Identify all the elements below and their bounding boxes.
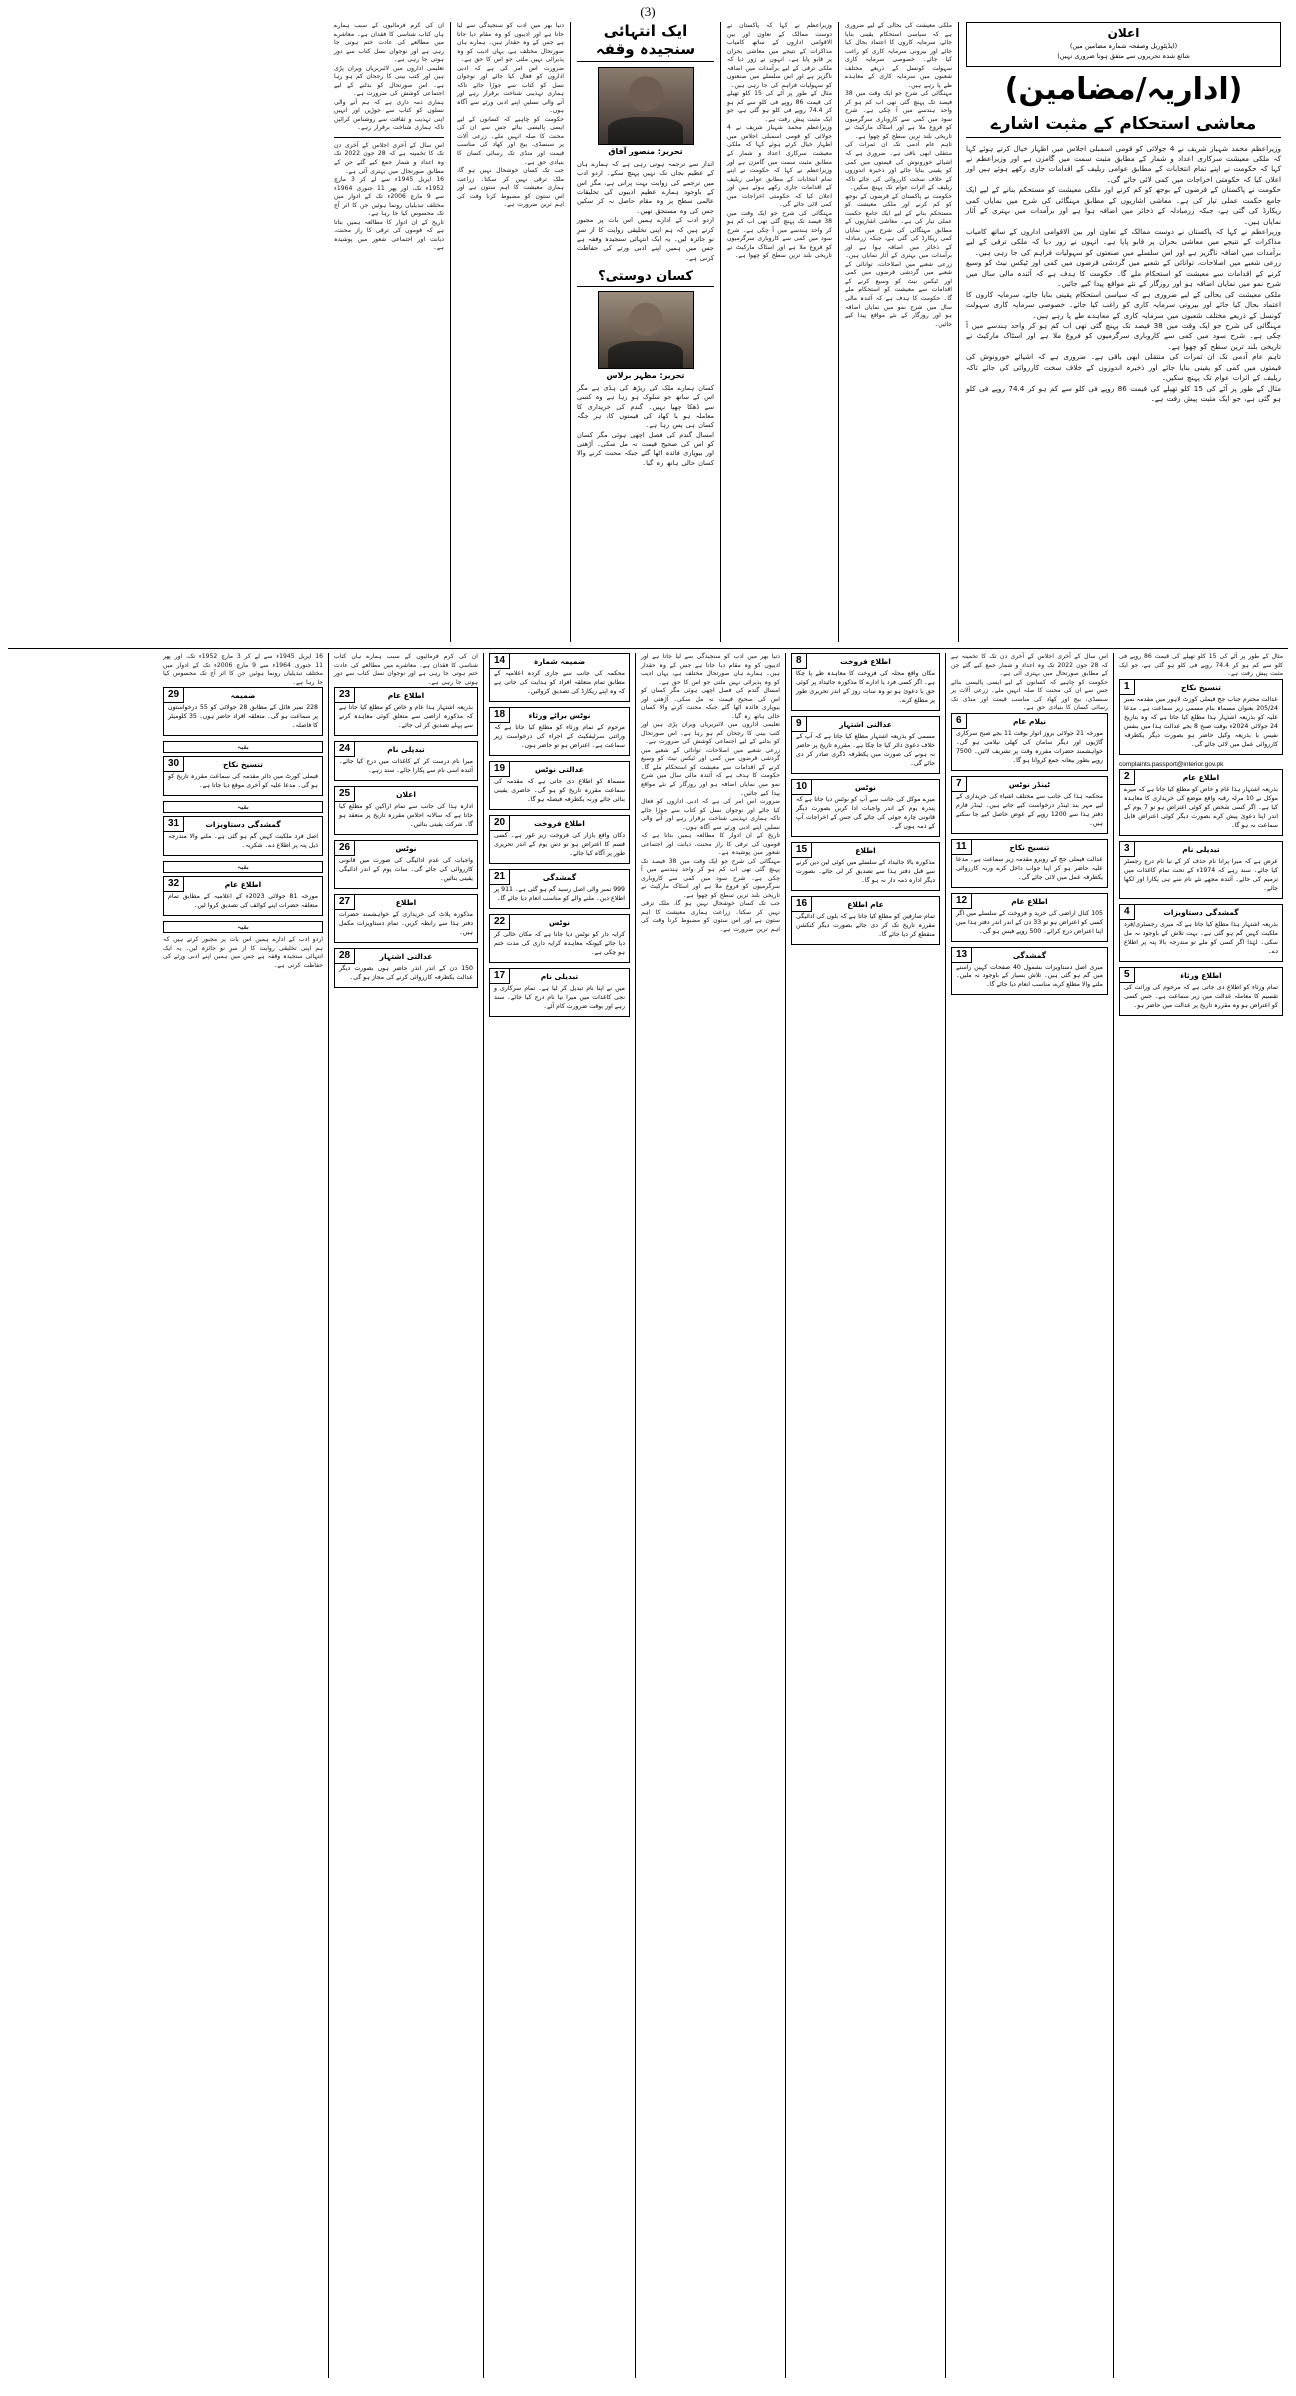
ad-title: گمشدگی دستاویزات — [1163, 907, 1239, 917]
ad-body: میری اصل دستاویزات بشمول 40 صفحات کہیں راستے میں گم ہو گئی ہیں۔ تلاش بسیار کے باوجود نہ ملیں۔ ملنے والا مطلع کرے، مناسب انعام دیا جائے گا۔ — [956, 963, 1103, 989]
ad-body: 228 نمبر فائل کے مطابق 28 جولائی کو 55 درخواستوں پر سماعت ہو گی۔ متعلقہ افراد حاضر ہوں۔ 35 کلومیٹر کا فاصلہ۔ — [168, 704, 318, 730]
continued-label: بقیہ — [163, 921, 323, 933]
ad-body: 999 نمبر والی اصل رسید گم ہو گئی ہے۔ 911 پر اطلاع دیں۔ ملنے والے کو مناسب انعام دیا جائے گا۔ — [494, 885, 625, 902]
ad-number: 13 — [951, 947, 972, 963]
classified-ad[interactable] — [951, 776, 1108, 834]
ad-title: اطلاع ورثاء — [1180, 970, 1222, 980]
ad-title: اعلان — [396, 790, 416, 800]
ad-title: ضمیمہ — [230, 691, 256, 701]
classified-ad[interactable] — [489, 761, 630, 810]
column-6-text-1: ان کی کرم فرمائیوں کے سبب ہمارے ہاں کتاب شناسی کا فقدان ہے۔ معاشرے میں مطالعے کی عادت ختم ہوتی جا رہی ہے اور نوجوان نسل کتاب سے دور ہوتی جا رہی ہے۔ — [334, 653, 478, 686]
continued-label: بقیہ — [163, 861, 323, 873]
editorial-para-2: حکومت نے پاکستان کے قرضوں کے بوجھ کو کم کرنے اور ملکی معیشت کو مستحکم بنانے کے لیے ایک جامع حکمت عملی تیار کی ہے۔ معاشی اشاریوں کے مطابق مہنگائی کی شرح میں نمایاں کمی ریکارڈ کی گئی ہے، جبکہ زرمبادلہ کے ذخائر میں اضافہ ہوا ہے اور برآمدات میں بہتری کے آثار نمایاں ہیں۔ — [966, 185, 1281, 226]
ad-title: گمشدگی — [542, 872, 577, 882]
classified-column-6 — [328, 653, 483, 2378]
ad-title: تنسیخ نکاح — [223, 760, 263, 770]
ad-number: 4 — [1119, 904, 1135, 920]
ad-number: 6 — [951, 713, 967, 729]
article-2-byline: تحریر: مظہر برلاس — [606, 370, 685, 380]
classified-ad[interactable] — [334, 894, 478, 943]
classified-column-4 — [635, 653, 785, 2378]
ad-number: 21 — [489, 869, 510, 885]
classified-ad[interactable] — [1119, 904, 1283, 962]
column-4-text-1: دنیا بھر میں ادب کو سنجیدگی سے لیا جاتا ہے اور ادیبوں کو وہ مقام دیا جاتا ہے جس کے وہ حقدار ہیں۔ ہمارے ہاں صورتحال مختلف ہے، یہاں ادیب کو وہ پذیرائی نہیں ملتی جو اس کا حق ہے۔ — [641, 653, 780, 686]
article-2-para-3: حکومت کو چاہیے کہ کسانوں کے لیے ایسی پالیسی بنائے جس سے ان کی محنت کا صلہ انہیں ملے۔ زرعی آلات پر سبسڈی، بیج اور کھاد کی مناسب قیمت اور منڈی تک رسائی کسان کا بنیادی حق ہے۔ — [457, 115, 564, 166]
editorial-para-3: وزیراعظم نے کہا کہ پاکستان نے دوست ممالک کے تعاون اور بین الاقوامی اداروں کے ساتھ کامیاب مذاکرات کے نتیجے میں معاشی بحران پر قابو پایا ہے۔ انہوں نے زور دیا کہ ملکی ترقی کے لیے برآمدات میں اضافہ ناگزیر ہے اور اس سلسلے میں صنعتوں کو سہولیات فراہم کی جا رہی ہیں۔ — [966, 227, 1281, 257]
ad-number: 17 — [489, 968, 510, 984]
ad-body: عدالت فیملی جج کے روبرو مقدمہ زیر سماعت ہے۔ مدعا علیہ حاضر ہو کر اپنا جواب داخل کرے ورنہ کارروائی یکطرفہ عمل میں لائی جائے گی۔ — [956, 855, 1103, 881]
column-4-text-5: ضرورت اس امر کی ہے کہ ادبی اداروں کو فعال کیا جائے اور نوجوان نسل کو کتاب سے جوڑا جائے تاکہ ہماری تہذیبی شناخت برقرار رہے اور آنے والی نسلیں اپنے ادبی ورثے سے آگاہ ہوں۔ — [641, 798, 780, 831]
ad-body: مکان واقع محلہ کی فروخت کا معاہدہ طے پا چکا ہے۔ اگر کسی فرد یا ادارے کا مذکورہ جائیداد پر کوئی حق یا دعویٰ ہو تو وہ سات روز کے اندر تحریری طور پر مطلع کرے۔ — [796, 670, 935, 704]
ad-title: اطلاع عام — [1182, 772, 1220, 782]
ad-body: 150 دن کے اندر اندر حاضر ہوں بصورت دیگر عدالت یکطرفہ کارروائی کرنے کی مجاز ہو گی۔ — [339, 964, 473, 981]
article-2-para-2: امسال گندم کی فصل اچھی ہوئی مگر کسان کو اس کی صحیح قیمت نہ مل سکی۔ آڑھتی اور بیوپاری فائدہ اٹھا گئے جبکہ محنت کرنے والا کسان خالی ہاتھ رہ گیا۔ — [577, 430, 714, 467]
classified-ad[interactable] — [163, 876, 323, 916]
classified-ad[interactable] — [489, 914, 630, 963]
ad-number: 10 — [791, 779, 812, 795]
ad-title: اطلاع فروخت — [534, 818, 585, 828]
ad-number: 25 — [334, 786, 355, 802]
ad-number: 28 — [334, 948, 355, 964]
announcement-title: اعلان — [1107, 26, 1140, 40]
ad-body: اصل فرد ملکیت کہیں گم ہو گئی ہے۔ ملنے والا مندرجہ ذیل پتہ پر اطلاع دے۔ شکریہ۔ — [168, 833, 318, 850]
column-4-text-8: جب تک کسان خوشحال نہیں ہو گا، ملک ترقی نہیں کر سکتا۔ زراعت ہماری معیشت کا اہم ستون ہے اور اس ستون کو مضبوط کرنا وقت کی اہم ترین ضرورت ہے۔ — [641, 900, 780, 933]
article-1-title: ایک انتہائی سنجیدہ وقفہ — [577, 22, 714, 62]
announcement-line-2: شائع شدہ تحریروں سے متفق ہونا ضروری نہیں) — [1057, 51, 1190, 60]
side-col-1-para-2: تعلیمی اداروں میں لائبریریاں ویران پڑی ہیں اور کتب بینی کا رجحان کم ہو رہا ہے۔ اس صورتحال کو بدلنے کے لیے اجتماعی کوشش کی ضرورت ہے۔ — [334, 64, 444, 98]
ad-title: تبدیلی نام — [387, 745, 425, 755]
ad-number: 2 — [1119, 769, 1135, 785]
classified-ad[interactable] — [489, 815, 630, 864]
article-2-title: کسان دوستی؟ — [577, 269, 714, 287]
ad-number: 12 — [951, 893, 972, 909]
editorial-para-8: مثال کے طور پر آٹے کی 15 کلو تھیلے کی قیمت 86 روپے فی کلو سے کم ہو کر 74.4 روپے فی کلو ہو گئی ہے، جو ایک مثبت پیش رفت ہے۔ — [966, 383, 1282, 403]
classified-ad[interactable] — [951, 839, 1108, 888]
ad-body: واجبات کی عدم ادائیگی کی صورت میں قانونی کارروائی کی جائے گی۔ سات یوم کے اندر ادائیگی یقینی بنائیں۔ — [339, 857, 473, 882]
ad-title: نیلام عام — [1012, 716, 1047, 726]
classifieds-section — [8, 648, 1288, 2378]
announcement-line-1: (ایڈیٹوریل وصفحہ شمارہ مضامین میں) — [1069, 42, 1178, 50]
ad-body: تمام صارفین کو مطلع کیا جاتا ہے کہ بلوں کی ادائیگی مقررہ تاریخ تک کر دی جائے بصورت دیگر کنکشن منقطع کر دیا جائے گا۔ — [796, 912, 935, 938]
article-column-e — [328, 22, 450, 642]
article-column-a — [838, 22, 958, 642]
side-col-2-para-3: تاریخ کے ان ادوار کا مطالعہ ہمیں بتاتا ہے کہ قوموں کی ترقی کا راز محنت، دیانت اور اجتماعی شعور میں پوشیدہ ہے۔ — [334, 218, 444, 252]
announcement-box — [966, 22, 1281, 67]
column-4-text-3: تعلیمی اداروں میں لائبریریاں ویران پڑی ہیں اور کتب بینی کا رجحان کم ہو رہا ہے۔ اس صورتحال کو بدلنے کے لیے اجتماعی کوشش کی ضرورت ہے۔ — [641, 721, 780, 746]
ad-title: اطلاع — [395, 897, 417, 907]
column-4-text-4: زرعی شعبے میں اصلاحات، توانائی کے شعبے میں گردشی قرضوں میں کمی اور ٹیکس نیٹ کو وسیع کرنے کے اقدامات سے معیشت کو استحکام ملے گا۔ حکومت کا ہدف ہے کہ آئندہ مالی سال میں شرح نمو میں نمایاں اضافہ ہو اور روزگار کے نئے مواقع پیدا کیے جائیں۔ — [641, 746, 780, 797]
ad-number: 32 — [163, 876, 184, 892]
ad-number: 22 — [489, 914, 510, 930]
classified-column-7 — [158, 653, 328, 2378]
editorial-spill-4: حکومت نے پاکستان کے قرضوں کے بوجھ کو کم کرنے اور ملکی معیشت کو مستحکم بنانے کے لیے ایک جامع حکمت عملی تیار کی ہے۔ معاشی اشاریوں کے مطابق مہنگائی کی شرح میں نمایاں کمی ریکارڈ کی گئی ہے، جبکہ زرمبادلہ کے ذخائر میں اضافہ ہوا ہے اور برآمدات میں بہتری کے آثار نمایاں ہیں۔ — [845, 192, 952, 260]
ad-body: مذکورہ بالا جائیداد کے سلسلے میں کوئی لین دین کرنے سے قبل دفتر ہذا سے تصدیق کر لی جائے۔ بصورت دیگر ادارہ ذمہ دار نہ ہو گا۔ — [796, 858, 935, 884]
classified-column-5 — [483, 653, 635, 2378]
ad-title: نوٹس — [395, 844, 417, 853]
ad-body: مورخہ 21 جولائی بروز اتوار بوقت 11 بجے صبح سرکاری گاڑیوں اور دیگر سامان کی کھلی نیلامی ہو گی۔ خواہشمند حضرات مقررہ وقت پر تشریف لائیں۔ 7500 روپے بطور بیعانہ جمع کروانا ہو گا۔ — [956, 729, 1103, 764]
top-section — [8, 22, 1288, 642]
article-2-para-4: جب تک کسان خوشحال نہیں ہو گا، ملک ترقی نہیں کر سکتا۔ زراعت ہماری معیشت کا اہم ستون ہے اور اس ستون کو مضبوط کرنا وقت کی اہم ترین ضرورت ہے۔ — [457, 167, 564, 209]
ad-title: عدالتی نوٹس — [534, 764, 585, 774]
editorial-spill-8: وزیراعظم محمد شہباز شریف نے 4 جولائی کو قومی اسمبلی اجلاس میں اظہار خیال کرتے ہوئے کہا کہ ملکی معیشت سرکاری اعداد و شمار کے مطابق مثبت سمت میں گامزن ہے اور وزیراعظم نے کہا کہ حکومت نے اپنے تمام انتخابات کے مطابق عوامی ریلیف کے اقدامات جاری رکھے ہوئے ہیں اور اعلان کیا کہ حکومتی اخراجات میں کمی لائی جائے گی۔ — [727, 124, 832, 209]
classified-ad[interactable] — [791, 716, 940, 774]
editorial-para-6: مہنگائی کی شرح جو ایک وقت میں 38 فیصد تک پہنچ گئی تھی اب کم ہو کر واحد ہندسے میں آ چکی ہے۔ شرح سود میں کمی سے کاروباری سرگرمیوں کو فروغ ملا ہے اور اسٹاک مارکیٹ نے تاریخی بلند ترین سطح کو چھوا ہے۔ — [966, 320, 1281, 351]
editorial-spill-7: مثال کے طور پر آٹے کی 15 کلو تھیلے کی قیمت 86 روپے فی کلو سے کم ہو کر 74.4 روپے فی کلو ہو گئی ہے، جو ایک مثبت پیش رفت ہے۔ — [727, 90, 832, 123]
editorial-para-5: ملکی معیشت کی بحالی کے لیے ضروری ہے کہ سیاسی استحکام یقینی بنایا جائے، سرمایہ کاروں کا اعتماد بحال کیا جائے اور بیرونی سرمایہ کاری کو راغب کیا جائے۔ خصوصی سرمایہ کاری سہولت کونسل کے ذریعے مختلف شعبوں میں سرمایہ کاری کے معاہدے طے پا رہے ہیں۔ — [966, 289, 1281, 320]
ad-number: 5 — [1119, 967, 1135, 983]
classified-ad[interactable] — [489, 869, 630, 909]
editorial-spill-3: تاہم عام آدمی تک ان ثمرات کی منتقلی ابھی باقی ہے۔ ضروری ہے کہ اشیائے خورونوش کی قیمتوں میں کمی کو یقینی بنایا جائے اور ذخیرہ اندوزوں کے خلاف سخت کارروائی کی جائے تاکہ ریلیف کے اثرات عوام تک پہنچ سکیں۔ — [845, 141, 952, 192]
ad-number: 15 — [791, 842, 812, 858]
editorial-para-1: وزیراعظم محمد شہباز شریف نے 4 جولائی کو قومی اسمبلی اجلاس میں اظہار خیال کرتے ہوئے کہا کہ ملکی معیشت سرکاری اعداد و شمار کے مطابق مثبت سمت میں گامزن ہے اور وزیراعظم نے کہا کہ حکومت نے اپنے تمام انتخابات کے مطابق عوامی ریلیف کے اقدامات جاری رکھے ہوئے ہیں اور اعلان کیا کہ حکومتی اخراجات میں کمی لائی جائے گی۔ — [966, 143, 1281, 184]
classified-ad[interactable] — [1119, 679, 1283, 755]
side-col-2-para-1: اس سال کے آخری اجلاس کے آخری دن تک کا تخمینہ ہے کہ 28 جون 2022 تک وہ اعداد و شمار جمع کیے گئے جن کے مطابق صورتحال میں بہتری آئی ہے۔ — [334, 141, 444, 175]
article-column-c — [570, 22, 720, 642]
classified-ad[interactable] — [334, 741, 478, 781]
ad-body: مرحوم کے تمام ورثاء کو مطلع کیا جاتا ہے کہ وراثتی سرٹیفکیٹ کے اجراء کی درخواست زیر سماعت ہے۔ اعتراض ہو تو حاضر ہوں۔ — [494, 723, 625, 749]
ad-title: عدالتی اشتہار — [839, 719, 892, 729]
editorial-para-7: تاہم عام آدمی تک ان ثمرات کی منتقلی ابھی باقی ہے۔ ضروری ہے کہ اشیائے خورونوش کی قیمتوں میں کمی کو یقینی بنایا جائے اور ذخیرہ اندوزوں کے خلاف سخت کارروائی کی جائے تاکہ ریلیف کے اثرات عوام تک پہنچ سکیں۔ — [966, 352, 1281, 383]
ad-body: محکمہ کی جانب سے جاری کردہ اعلامیہ کے مطابق تمام متعلقہ افراد کو ہدایت کی جاتی ہے کہ وہ اپنے ریکارڈ کی تصدیق کروائیں۔ — [494, 670, 625, 695]
classified-ad[interactable] — [489, 707, 630, 756]
column-7-text-1: 16 اپریل 1945ء سے لے کر 3 مارچ 1952ء تک، اور پھر 11 جنوری 1964ء سے 9 مارچ 2006ء تک کے ادوار میں مختلف تبدیلیاں رونما ہوئیں جن کا اثر آج تک محسوس کیا جا رہا ہے۔ — [163, 653, 324, 686]
classified-ad[interactable] — [489, 968, 630, 1017]
ad-title: اطلاع — [855, 845, 876, 855]
ad-title: عدالتی اشتہار — [379, 951, 433, 961]
ad-number: 19 — [489, 761, 510, 777]
editorial-spill-5: زرعی شعبے میں اصلاحات، توانائی کے شعبے میں گردشی قرضوں میں کمی اور ٹیکس نیٹ کو وسیع کرنے کے اقدامات سے معیشت کو استحکام ملے گا۔ حکومت کا ہدف ہے کہ آئندہ مالی سال میں شرح نمو میں نمایاں اضافہ ہو اور روزگار کے نئے مواقع پیدا کیے جائیں۔ — [845, 260, 952, 328]
side-col-1-para-1: ان کی کرم فرمائیوں کے سبب ہمارے ہاں کتاب شناسی کا فقدان ہے۔ معاشرے میں مطالعے کی عادت ختم ہوتی جا رہی ہے اور نوجوان نسل کتاب سے دور ہوتی جا رہی ہے۔ — [334, 22, 444, 64]
ad-number: 24 — [334, 741, 355, 757]
ad-title: اطلاع عام — [224, 880, 262, 890]
ad-body: عدالت محترم جناب جج فیملی کورٹ لاہور میں مقدمہ نمبر 205/24 بعنوان مسماۃ بنام مسمی زیر سماعت ہے۔ مدعا علیہ کو بذریعہ اشتہار ہذا مطلع کیا جاتا ہے کہ وہ بتاریخ 24 جولائی 2024ء بوقت صبح 8 بجے عدالت ہذا میں بنفس نفیس یا بذریعہ وکیل حاضر ہو بصورت دیگر یکطرفہ کارروائی عمل میں لائی جائے گی۔ — [1124, 695, 1278, 748]
article-1-para-1: انداز سے ترجمہ ہوتی رہی ہے کہ ہمارے ہاں کے عظیم بجاں تک نہیں پہنچ سکے۔ اردو ادب میں ترجمے کی روایت بہت پرانی ہے، مگر اس کے باوجود ہمارے عظیم ادیبوں کی تخلیقات عالمی سطح پر وہ مقام حاصل نہ کر سکیں جس کی وہ مستحق تھیں۔ — [577, 160, 714, 215]
article-2-photo — [598, 291, 694, 369]
ad-number: 7 — [951, 776, 967, 792]
article-1-photo — [598, 67, 694, 145]
ad-number: 20 — [489, 815, 510, 831]
article-1-byline: تحریر: منصور آفاق — [608, 147, 683, 156]
ad-body: کرایہ دار کو نوٹس دیا جاتا ہے کہ مکان خالی کر دیا جائے کیونکہ معاہدہ کرایہ داری کی مدت ختم ہو چکی ہے۔ — [494, 930, 625, 956]
article-1-para-3: دنیا بھر میں ادب کو سنجیدگی سے لیا جاتا ہے اور ادیبوں کو وہ مقام دیا جاتا ہے جس کے وہ حقدار ہیں۔ ہمارے ہاں صورتحال مختلف ہے، یہاں ادیب کو وہ پذیرائی نہیں ملتی جو اس کا حق ہے۔ — [457, 22, 564, 64]
continued-label: بقیہ — [163, 801, 323, 813]
classified-ad[interactable] — [791, 842, 940, 891]
continued-label: بقیہ — [163, 741, 323, 753]
ad-body: میرے موکل کی جانب سے آپ کو نوٹس دیا جاتا ہے کہ پندرہ یوم کے اندر واجبات ادا کریں بصورت دیگر قانونی چارہ جوئی کی جائے گی جس کے اخراجات آپ کے ذمہ ہوں گے۔ — [796, 795, 935, 830]
ad-body: 105 کنال اراضی کی خرید و فروخت کے سلسلے میں اگر کسی کو اعتراض ہو تو 33 دن کے اندر اندر دفتر ہذا میں اپنا اعتراض درج کرائے۔ 500 روپے فیس ہو گی۔ — [956, 909, 1103, 935]
page-title: (اداریہ/مضامین) — [1004, 71, 1243, 107]
ad-contact-email[interactable]: complaints.passport@interior.gov.pk — [1119, 760, 1224, 768]
ad-title: گمشدگی دستاویزات — [205, 820, 281, 830]
ad-body: بذریعہ اشتہار ہذا عام و خاص کو مطلع کیا جاتا ہے کہ مذکورہ اراضی سے متعلق کوئی معاہدہ کرنے سے پہلے تصدیق کر لی جائے۔ — [339, 704, 473, 730]
ad-title: ٹینڈر نوٹس — [1008, 779, 1051, 789]
ad-body: دکان واقع بازار کی فروخت زیر غور ہے۔ کسی قسم کا اعتراض ہو تو دس یوم کے اندر تحریری طور پر آگاہ کیا جائے۔ — [494, 831, 625, 857]
side-col-1-para-3: ہماری ذمہ داری ہے کہ ہم آنے والی نسلوں کو کتاب سے جوڑیں اور انہیں اپنی تہذیب و ثقافت سے روشناس کرائیں تاکہ ہماری شناخت برقرار رہے۔ — [334, 98, 444, 132]
ad-body: مذکورہ پلاٹ کی خریداری کے خواہشمند حضرات دفتر ہذا سے رابطہ کریں۔ تمام دستاویزات مکمل ہیں۔ — [339, 910, 473, 936]
ad-body: میرا نام درست کر کے کاغذات میں درج کیا جائے۔ آئندہ اسی نام سے پکارا جائے۔ سند رہے۔ — [339, 758, 473, 775]
ad-body: مسماۃ کو اطلاع دی جاتی ہے کہ مقدمہ کی سماعت مقررہ تاریخ کو ہو گی۔ حاضری یقینی بنائی جائے ورنہ یکطرفہ فیصلہ ہو گا۔ — [494, 777, 625, 803]
ad-body: ادارہ ہذا کی جانب سے تمام اراکین کو مطلع کیا جاتا ہے کہ سالانہ اجلاس مقررہ تاریخ پر منعقد ہو گا۔ شرکت یقینی بنائیں۔ — [339, 803, 473, 829]
editorial-headline: معاشی استحکام کے مثبت اشارے — [966, 113, 1281, 138]
ad-number: 23 — [334, 687, 355, 703]
classified-ad[interactable] — [1119, 967, 1283, 1016]
ad-title: تبدیلی نام — [1182, 844, 1220, 854]
ad-title: نوٹس — [855, 782, 876, 792]
ad-body: فیملی کورٹ میں دائر مقدمہ کی سماعت مقررہ تاریخ کو ہو گی۔ مدعا علیہ کو آخری موقع دیا جاتا ہے۔ — [168, 773, 318, 790]
ad-number: 3 — [1119, 841, 1135, 857]
editorial-column — [958, 22, 1288, 642]
ad-number: 14 — [489, 653, 510, 669]
column-4-text-2: امسال گندم کی فصل اچھی ہوئی مگر کسان کو اس کی صحیح قیمت نہ مل سکی۔ آڑھتی اور بیوپاری فائدہ اٹھا گئے جبکہ محنت کرنے والا کسان خالی ہاتھ رہ گیا۔ — [641, 687, 780, 720]
article-2-para-1: کسان ہمارے ملک کی ریڑھ کی ہڈی ہے مگر اس کے ساتھ جو سلوک ہو رہا ہے وہ کسی سے ڈھکا چھپا نہیں۔ گندم کی خریداری کا معاملہ ہو یا کھاد کی قیمتوں کا، ہر جگہ کسان ہی پس رہا ہے۔ — [577, 383, 714, 430]
ad-body: تمام ورثاء کو اطلاع دی جاتی ہے کہ مرحوم کی وراثت کی تقسیم کا معاملہ عدالت میں زیر سماعت ہے۔ جس کسی کو اعتراض ہو وہ مقررہ تاریخ پر عدالت میں حاضر ہو۔ — [1124, 983, 1278, 1009]
ad-number: 31 — [163, 816, 184, 832]
article-1-para-2: اردو ادب کے ادارے ہمیں اس بات پر مجبور کرتے ہیں کہ ہم اپنی تخلیقی روایت کا از سرِ نو جائزہ لیں۔ یہ ایک انتہائی سنجیدہ وقفہ ہے جس میں ہمیں اپنے ادبی ورثے کی حفاظت کرنی ہے۔ — [577, 216, 714, 262]
ad-title: گمشدگی — [1012, 950, 1047, 960]
editorial-spill-9: مہنگائی کی شرح جو ایک وقت میں 38 فیصد تک پہنچ گئی تھی اب کم ہو کر واحد ہندسے میں آ چکی ہے۔ شرح سود میں کمی سے کاروباری سرگرمیوں کو فروغ ملا ہے اور اسٹاک مارکیٹ نے تاریخی بلند ترین سطح کو چھوا ہے۔ — [727, 209, 832, 260]
ad-title: نوٹس — [549, 917, 570, 927]
ad-number: 30 — [163, 756, 184, 772]
ad-number: 29 — [163, 687, 184, 703]
classified-ad[interactable] — [334, 840, 478, 889]
ad-body: بذریعہ اشتہار ہذا مطلع کیا جاتا ہے کہ میری رجسٹری/فرد ملکیت کہیں گم ہو گئی ہے۔ بہت تلاش کے باوجود نہ مل سکی۔ لہٰذا اگر کسی کو ملے تو مندرجہ بالا پتہ پر اطلاع دے۔ — [1124, 920, 1278, 955]
ad-number: 26 — [334, 840, 355, 856]
classified-ad[interactable] — [791, 653, 940, 711]
ad-title: اطلاع عام — [1011, 896, 1048, 906]
ad-title: تبدیلی نام — [540, 971, 579, 981]
ad-body: بذریعہ اشتہار ہذا عام و خاص کو مطلع کیا جاتا ہے کہ میرے موکل نے 10 مرلہ رقبہ واقع موضع کی خریداری کا معاہدہ کیا ہے۔ اگر کسی شخص کو کوئی اعتراض ہو تو 7 یوم کے اندر اپنا دعویٰ پیش کرے بصورت دیگر کوئی اعتراض قابل سماعت نہ ہو گا۔ — [1124, 785, 1279, 829]
column-4-text-7: مہنگائی کی شرح جو ایک وقت میں 38 فیصد تک پہنچ گئی تھی اب کم ہو کر واحد ہندسے میں آ چکی ہے۔ شرح سود میں کمی سے کاروباری سرگرمیوں کو فروغ ملا ہے اور اسٹاک مارکیٹ نے تاریخی بلند ترین سطح کو چھوا ہے۔ — [641, 857, 781, 899]
ad-title: تنسیخ نکاح — [1009, 842, 1050, 852]
classified-ad[interactable] — [334, 948, 478, 988]
ad-body: مورخہ 81 جولائی 2023ء کے اعلامیہ کے مطابق تمام متعلقہ حضرات اپنے کوائف کی تصدیق کروا لیں۔ — [168, 893, 318, 909]
classified-ad[interactable] — [489, 653, 630, 702]
classified-filler-1: اس سال کے آخری اجلاس کے آخری دن تک کا تخمینہ ہے کہ 28 جون 2022 تک وہ اعداد و شمار جمع کیے گئے جن کے مطابق صورتحال میں بہتری آئی ہے۔ — [951, 653, 1108, 678]
editorial-spill-6: وزیراعظم نے کہا کہ پاکستان نے دوست ممالک کے تعاون اور بین الاقوامی اداروں کے ساتھ کامیاب مذاکرات کے نتیجے میں معاشی بحران پر قابو پایا ہے۔ انہوں نے زور دیا کہ ملکی ترقی کے لیے برآمدات میں اضافہ ناگزیر ہے اور اس سلسلے میں صنعتوں کو سہولیات فراہم کی جا رہی ہیں۔ — [727, 22, 832, 89]
classified-column-2 — [945, 653, 1113, 2378]
classified-column-3 — [785, 653, 945, 2378]
classified-ad[interactable] — [163, 816, 323, 856]
column-7-text-2: اردو ادب کے ادارے ہمیں اس بات پر مجبور کرتے ہیں کہ ہم اپنی تخلیقی روایت کا از سرِ نو جائزہ لیں۔ یہ ایک انتہائی سنجیدہ وقفہ ہے جس میں ہمیں اپنے ادبی ورثے کی حفاظت کرنی ہے۔ — [163, 935, 323, 969]
ad-body: میں نے اپنا نام تبدیل کر لیا ہے۔ تمام سرکاری و نجی کاغذات میں میرا نیا نام درج کیا جائے۔ سند رہے اور بوقت ضرورت کام آئے۔ — [494, 984, 625, 1010]
classified-filler-2: حکومت کو چاہیے کہ کسانوں کے لیے ایسی پالیسی بنائے جس سے ان کی محنت کا صلہ انہیں ملے۔ زرعی آلات پر سبسڈی، بیج اور کھاد کی مناسب قیمت اور منڈی تک رسائی کسان کا بنیادی حق ہے۔ — [951, 678, 1108, 712]
ad-number: 18 — [489, 707, 510, 723]
article-column-d — [450, 22, 570, 642]
editorial-spill-1: ملکی معیشت کی بحالی کے لیے ضروری ہے کہ سیاسی استحکام یقینی بنایا جائے، سرمایہ کاروں کا اعتماد بحال کیا جائے اور بیرونی سرمایہ کاری کو راغب کیا جائے۔ خصوصی سرمایہ کاری سہولت کونسل کے ذریعے مختلف شعبوں میں سرمایہ کاری کے معاہدے طے پا رہے ہیں۔ — [845, 22, 952, 89]
ad-number: 16 — [791, 896, 812, 912]
article-1-para-4: ضرورت اس امر کی ہے کہ ادبی اداروں کو فعال کیا جائے اور نوجوان نسل کو کتاب سے جوڑا جائے تاکہ ہماری تہذیبی شناخت برقرار رہے اور آنے والی نسلیں اپنے ادبی ورثے سے آگاہ ہوں۔ — [457, 64, 564, 115]
classified-ad[interactable] — [1119, 769, 1283, 836]
ad-title: اطلاع عام — [387, 691, 425, 701]
ad-title: عام اطلاع — [847, 899, 884, 909]
side-col-2-para-2: 16 اپریل 1945ء سے لے کر 3 مارچ 1952ء تک، اور پھر 11 جنوری 1964ء سے 9 مارچ 2006ء تک کے ادوار میں مختلف تبدیلیاں رونما ہوئیں جن کا اثر آج تک محسوس کیا جا رہا ہے۔ — [334, 176, 445, 218]
ad-number: 9 — [791, 716, 807, 732]
classified-column-1 — [1113, 653, 1288, 2378]
ad-title: تنسیخ نکاح — [1181, 682, 1221, 692]
classified-ad[interactable] — [334, 786, 478, 835]
classified-ad[interactable] — [1119, 841, 1283, 899]
classified-ad[interactable] — [163, 756, 323, 796]
ad-body: مسمی کو بذریعہ اشتہار مطلع کیا جاتا ہے کہ آپ کے خلاف دعویٰ دائر کیا جا چکا ہے۔ مقررہ تاریخ پر حاضر نہ ہونے کی صورت میں یکطرفہ ڈگری صادر کر دی جائے گی۔ — [796, 732, 935, 767]
classified-ad[interactable] — [791, 896, 940, 945]
ad-body: محکمہ ہذا کی جانب سے مختلف اشیاء کی خریداری کے لیے مہر بند ٹینڈر درخواست کیے جاتے ہیں۔ ٹینڈر فارم دفتر ہذا سے 1200 روپے کے عوض حاصل کیے جا سکتے ہیں۔ — [956, 792, 1103, 827]
ad-title: اطلاع فروخت — [840, 657, 891, 666]
ad-number: 1 — [1119, 679, 1135, 695]
page-number: (3) — [640, 4, 656, 19]
classified-ad[interactable] — [951, 947, 1108, 996]
divider — [334, 137, 444, 138]
ad-body: عرض ہے کہ میرا پرانا نام حذف کر کے نیا نام درج رجسٹر کیا جائے۔ سند رہے کہ 1974ء کے تحت تمام کاغذات میں ترمیم کی جائے۔ آئندہ مجھے نئے نام سے ہی پکارا اور لکھا جائے۔ — [1124, 857, 1279, 892]
ad-title: ضمیمہ شمارہ — [533, 657, 586, 666]
editorial-para-4: زرعی شعبے میں اصلاحات، توانائی کے شعبے میں گردشی قرضوں میں کمی اور ٹیکس نیٹ کو وسیع کرنے کے اقدامات سے معیشت کو استحکام ملے گا۔ حکومت کا ہدف ہے کہ آئندہ مالی سال میں شرح نمو میں نمایاں اضافہ ہو اور روزگار کے نئے مواقع پیدا کیے جائیں۔ — [966, 258, 1281, 289]
ad-number: 8 — [791, 653, 807, 669]
column-4-text-6: تاریخ کے ان ادوار کا مطالعہ ہمیں بتاتا ہے کہ قوموں کی ترقی کا راز محنت، دیانت اور اجتماعی شعور میں پوشیدہ ہے۔ — [641, 832, 780, 857]
editorial-spill-2: مہنگائی کی شرح جو ایک وقت میں 38 فیصد تک پہنچ گئی تھی اب کم ہو کر واحد ہندسے میں آ چکی ہے۔ شرح سود میں کمی سے کاروباری سرگرمیوں کو فروغ ملا ہے اور اسٹاک مارکیٹ نے تاریخی بلند ترین سطح کو چھوا ہے۔ — [845, 90, 952, 140]
classified-ad[interactable] — [951, 713, 1108, 771]
ad-title: نوٹس برائے ورثاء — [528, 710, 591, 720]
articles-area — [8, 22, 958, 642]
ad-number: 11 — [951, 839, 972, 855]
classified-intro-text: مثال کے طور پر آٹے کی 15 کلو تھیلے کی قیمت 86 روپے فی کلو سے کم ہو کر 74.4 روپے فی کلو ہو گئی ہے، جو ایک مثبت پیش رفت ہے۔ — [1119, 653, 1284, 678]
article-column-b — [720, 22, 838, 642]
ad-number: 27 — [334, 894, 355, 910]
classified-ad[interactable] — [163, 687, 323, 736]
classified-ad[interactable] — [951, 893, 1108, 942]
classified-ad[interactable] — [791, 779, 940, 837]
classified-ad[interactable] — [334, 687, 478, 736]
